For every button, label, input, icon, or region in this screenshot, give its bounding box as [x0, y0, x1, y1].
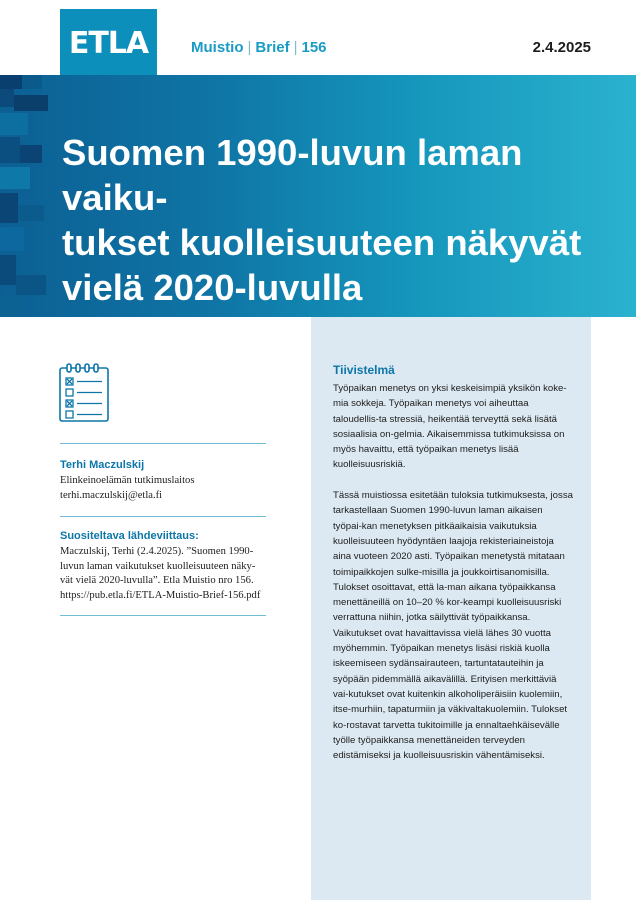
abstract-body — [333, 381, 573, 779]
citation-line: luvun laman vaikutukset kuolleisuuteen näky- — [60, 560, 256, 572]
logo-text: ETLA — [68, 26, 149, 61]
citation-line: Maczulskij, Terhi (2.4.2025). ”Suomen 1990- — [60, 546, 254, 557]
mosaic-tile — [0, 167, 30, 189]
publication-date: 2.4.2025 — [532, 39, 591, 56]
mosaic-tile — [0, 193, 18, 223]
citation-text — [60, 545, 270, 603]
series-label — [191, 39, 327, 56]
author-organization: Elinkeinoelämän tutkimuslaitos — [60, 475, 195, 486]
mosaic-tile — [16, 275, 46, 295]
page-title — [62, 130, 602, 310]
abstract-paragraph: Tässä muistiossa esitetään tuloksia tutkimuksesta, jossa tarkastellaan Suomen 1990-luvun laman aikaisen työpai-kan menetyksen pitkäaikaisia vaikutuksia kuolleisuuteen hyödyntäen laajoja rekisteriaineistoja aina vuoteen 2020 asti. Työpaikan menetystä mitataan toimipaikkojen sulke-misilla ja joukkoirtisanomisilla. Tulokset osoittavat, että la-man aikana työpaikkansa menettäneillä on 10–20 % kor-keampi kuolleisuusriski verrattuna niihin, jotka säilyttivät työpaikkansa. Vaikutukset ovat havaittavissa vielä lähes 30 vuotta myöhemmin. Työpaikan menetys lisäsi riskiä kuolla iskeemiseen sydänsairauteen, tartuntatauteihin ja syöpään pidemmällä aikavälillä. Erityisen merkittäviä vai-kutukset ovat kuitenkin alkoholiperäisiin kuolemiin, itse-murhiin, tapaturmiin ja väkivaltakuolemiin. Tulokset ko-rostavat tarvetta tukitoimille ja ennaltaehkäisevälle työlle työpaikkansa menettäneiden terveyden edistämiseksi ja kuolleisuusriskin vähentämiseksi. — [333, 490, 573, 762]
citation-url: https://pub.etla.fi/ETLA-Muistio-Brief-156.pdf — [60, 589, 261, 601]
mosaic-tile — [22, 75, 42, 89]
mosaic-tile — [0, 89, 14, 107]
abstract-heading: Tiivistelmä — [333, 363, 395, 377]
separator: | — [247, 39, 252, 56]
title-line: vielä 2020-luvulla — [62, 267, 363, 308]
series-name-en: Brief — [255, 39, 290, 56]
separator: | — [293, 39, 298, 56]
mosaic-tile — [0, 137, 20, 163]
mosaic-tile — [20, 145, 42, 163]
author-email: terhi.maczulskij@etla.fi — [60, 490, 163, 501]
citation-heading: Suositeltava lähdeviittaus: — [60, 530, 199, 542]
mosaic-tile — [0, 75, 22, 89]
mosaic-tile — [18, 205, 44, 221]
title-line: tukset kuolleisuuteen näkyvät — [62, 222, 582, 263]
etla-logo — [60, 9, 157, 76]
series-number: 156 — [301, 39, 327, 56]
author-name: Terhi Maczulskij — [60, 459, 145, 471]
abstract-paragraph: Työpaikan menetys on yksi keskeisimpiä yksikön koke-mia sokkeja. Työpaikan menetys voi aiheuttaa taloudellis-ta stressiä, heikentää terveyttä sekä lisätä sosiaalisia on-gelmia. Aikaisemmissa tutkimuksissa on myös havaittu, että työpaikan menetys lisää kuolleisuusriskiä. — [333, 383, 567, 471]
mosaic-tile — [0, 227, 24, 251]
header-bar — [0, 0, 636, 75]
divider — [60, 443, 266, 444]
abstract-panel — [311, 317, 591, 900]
title-line: Suomen 1990-luvun laman vaiku- — [62, 132, 523, 218]
mosaic-tile — [14, 95, 48, 111]
document-checklist-icon — [58, 363, 110, 423]
divider — [60, 615, 266, 616]
divider — [60, 516, 266, 517]
citation-line: vät vielä 2020-luvulla”. Etla Muistio nro 156. — [60, 575, 254, 586]
mosaic-tile — [0, 297, 22, 317]
mosaic-tile — [0, 113, 28, 135]
series-name: Muistio — [191, 39, 244, 56]
mosaic-tile — [0, 255, 16, 285]
